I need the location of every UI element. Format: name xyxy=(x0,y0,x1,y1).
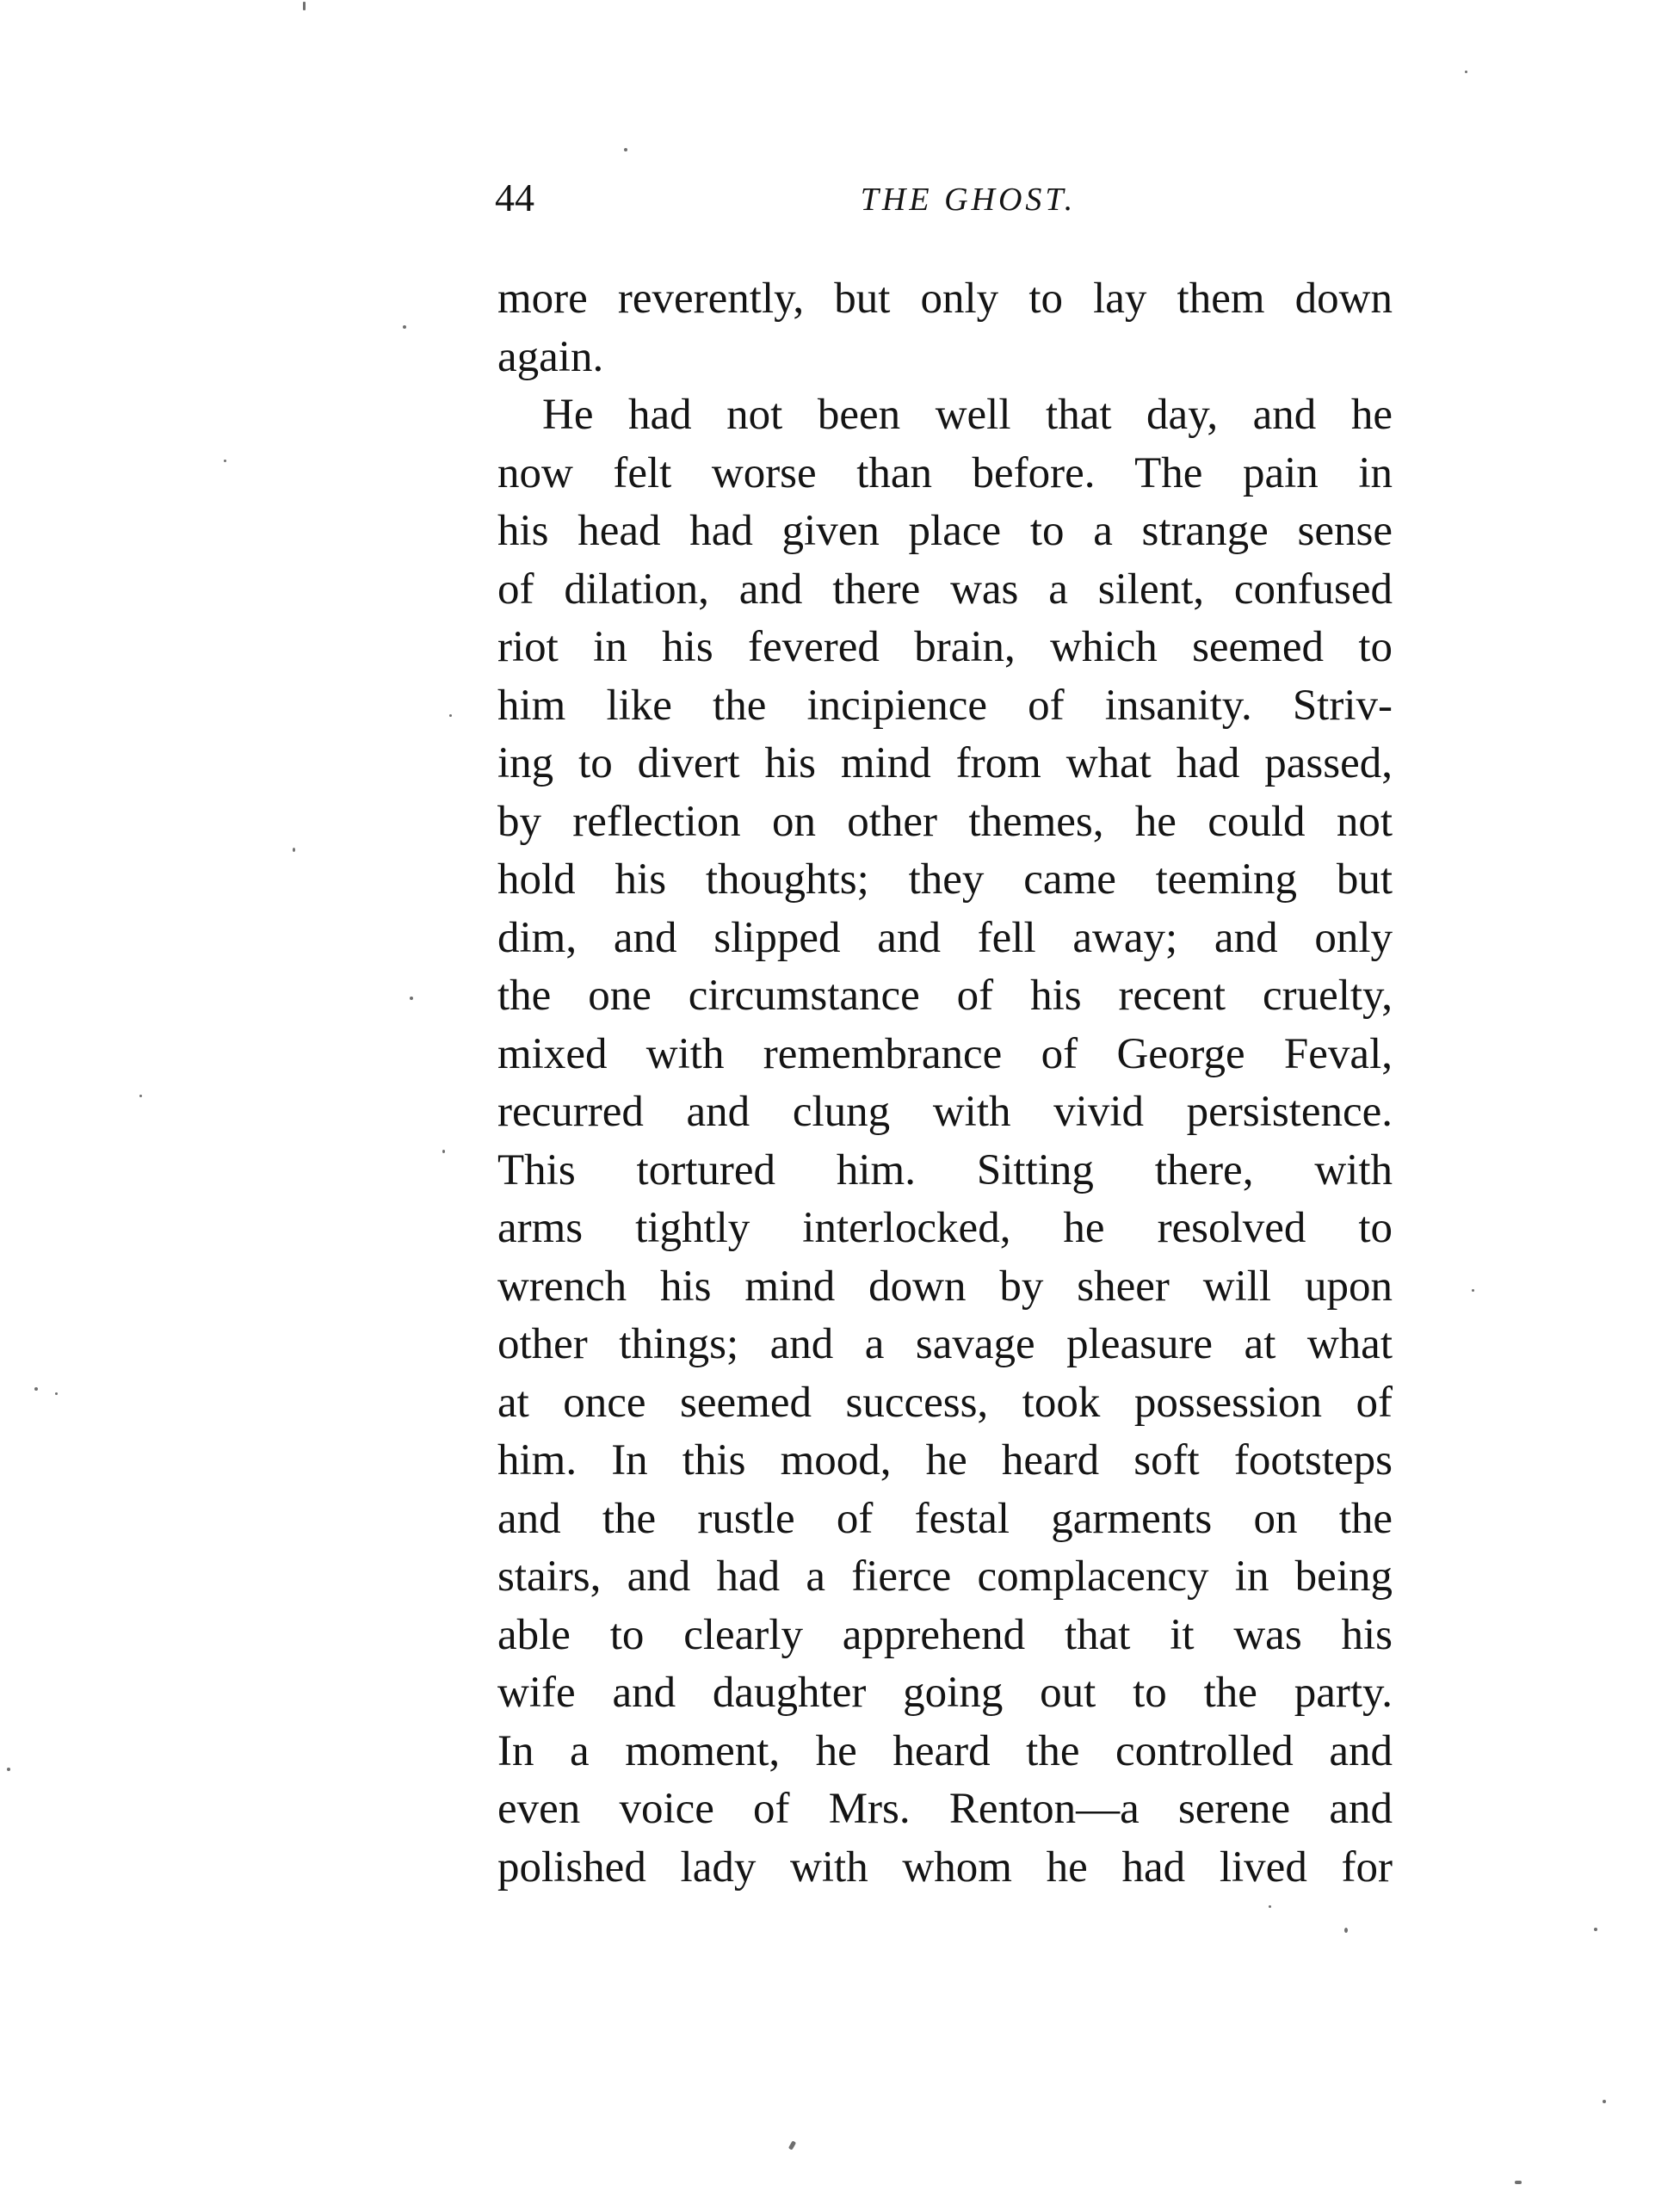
text-line: In a moment, he heard the controlled and xyxy=(497,1726,1393,1775)
paragraph-first-line: He had not been well that day, and he xyxy=(542,391,1393,439)
running-head xyxy=(495,172,1394,224)
text-line: of dilation, and there was a silent, confused xyxy=(497,565,1393,614)
scan-speck xyxy=(1594,1928,1597,1931)
text-line: him. In this mood, he heard soft footsteps xyxy=(497,1436,1393,1484)
text-line: recurred and clung with vivid persistence. xyxy=(497,1088,1393,1136)
text-line: more reverently, but only to lay them down xyxy=(497,275,1393,323)
text-line: riot in his fevered brain, which seemed to xyxy=(497,623,1393,671)
scan-speck xyxy=(410,997,413,1000)
scan-speck xyxy=(55,1392,58,1395)
text-line: stairs, and had a fierce complacency in being xyxy=(497,1552,1393,1601)
scan-speck xyxy=(442,1150,445,1153)
text-line: ing to divert his mind from what had passed, xyxy=(497,739,1393,787)
scan-speck xyxy=(1472,1289,1474,1292)
text-line: now felt worse than before. The pain in xyxy=(497,448,1393,497)
text-line: even voice of Mrs. Renton—a serene and xyxy=(497,1785,1393,1833)
text-line: hold his thoughts; they came teeming but xyxy=(497,855,1393,904)
running-title: THE GHOST. xyxy=(860,182,1077,218)
text-line: This tortured him. Sitting there, with xyxy=(497,1145,1393,1194)
scan-speck xyxy=(7,1768,10,1771)
scan-speck xyxy=(1465,71,1467,73)
scan-speck xyxy=(34,1387,38,1391)
scan-speck xyxy=(624,148,627,151)
scan-speck xyxy=(293,848,295,852)
scan-speck xyxy=(403,325,406,329)
page-number: 44 xyxy=(495,176,534,219)
text-line: arms tightly interlocked, he resolved to xyxy=(497,1204,1393,1252)
text-line: by reflection on other themes, he could not xyxy=(497,797,1393,846)
scan-speck xyxy=(788,2140,796,2150)
scan-speck xyxy=(1603,2100,1606,2103)
scan-speck xyxy=(224,460,226,462)
text-line: and the rustle of festal garments on the xyxy=(497,1494,1393,1543)
text-line: his head had given place to a strange sense xyxy=(497,507,1393,555)
text-line: the one circumstance of his recent cruelty, xyxy=(497,972,1393,1020)
text-line: polished lady with whom he had lived for xyxy=(497,1842,1393,1892)
text-line: wrench his mind down by sheer will upon xyxy=(497,1262,1393,1311)
text-line: at once seemed success, took possession of xyxy=(497,1378,1393,1427)
scan-speck xyxy=(303,2,306,10)
text-line: dim, and slipped and fell away; and only xyxy=(497,913,1393,962)
scan-speck xyxy=(449,714,452,717)
text-line: mixed with remembrance of George Feval, xyxy=(497,1029,1393,1078)
scan-speck xyxy=(1515,2181,1522,2184)
scan-speck xyxy=(1269,1905,1271,1908)
text-line: able to clearly apprehend that it was his xyxy=(497,1610,1393,1659)
body-text xyxy=(497,270,1393,1897)
text-line: other things; and a savage pleasure at what xyxy=(497,1320,1393,1368)
scan-speck xyxy=(1344,1928,1348,1933)
text-line: again. xyxy=(497,332,604,381)
scan-speck xyxy=(139,1095,142,1097)
text-line: him like the incipience of insanity. Striv- xyxy=(497,681,1393,730)
text-line: wife and daughter going out to the party. xyxy=(497,1669,1393,1717)
